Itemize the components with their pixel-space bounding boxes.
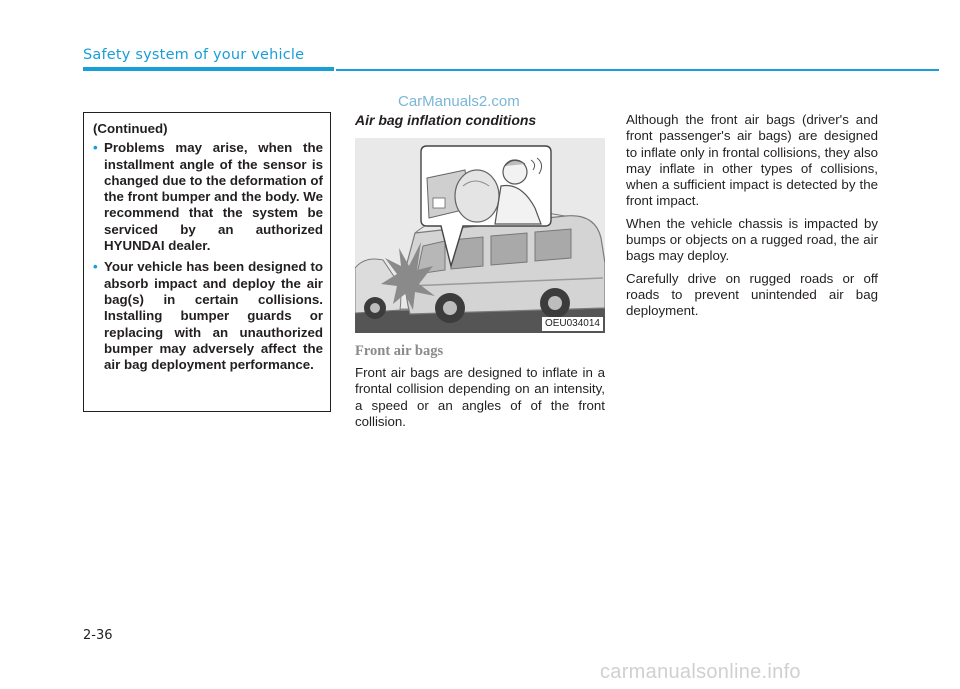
front-collision-airbag-icon (355, 138, 605, 333)
figure-code: OEU034014 (542, 317, 603, 331)
bullet-icon: • (93, 140, 98, 156)
watermark-bottom[interactable]: carmanualsonline.info (600, 661, 801, 683)
header-rule-accent (83, 67, 334, 71)
bullet-icon: • (93, 259, 98, 275)
warning-item (93, 140, 323, 254)
page-number: 2-36 (83, 628, 113, 643)
front-air-bags-heading: Front air bags (355, 343, 444, 359)
front-air-bags-text: Front air bags are designed to inflate in a frontal collision depending on an intensity, a speed or an angles of of the front collision. (355, 365, 605, 429)
header-rule (336, 69, 939, 71)
warning-text: Problems may arise, when the installment angle of the sensor is changed due to the deformation of the front bumper and the body. We recommend that the system be serviced by an authorized HYUNDAI dealer. (104, 140, 323, 254)
right-column (626, 112, 878, 326)
paragraph: When the vehicle chassis is impacted by bumps or objects on a rugged road, the air bags may deploy. (626, 215, 878, 264)
warning-list (93, 140, 323, 373)
warning-item (93, 259, 323, 373)
airbag-inflation-heading: Air bag inflation conditions (355, 112, 537, 128)
front-collision-figure (355, 138, 605, 333)
paragraph: Although the front air bags (driver's and front passenger's air bags) are designed to inflate only in frontal collisions, they also may inflate in other types of collisions, when a sufficient impact is detected by the front impact. (626, 112, 878, 209)
warning-text: Your vehicle has been designed to absorb impact and deploy the air bag(s) in certain collisions. Installing bumper guards or replacing with an unauthorized bumper may adversely affect the air bag deployment performance. (104, 259, 323, 373)
watermark-top[interactable]: CarManuals2.com (398, 93, 520, 110)
section-title: Safety system of your vehicle (83, 47, 305, 63)
main-column (355, 112, 605, 436)
warning-box (83, 112, 331, 412)
continued-label: (Continued) (93, 121, 168, 136)
paragraph: Carefully drive on rugged roads or off roads to prevent unintended air bag deployment. (626, 270, 878, 319)
